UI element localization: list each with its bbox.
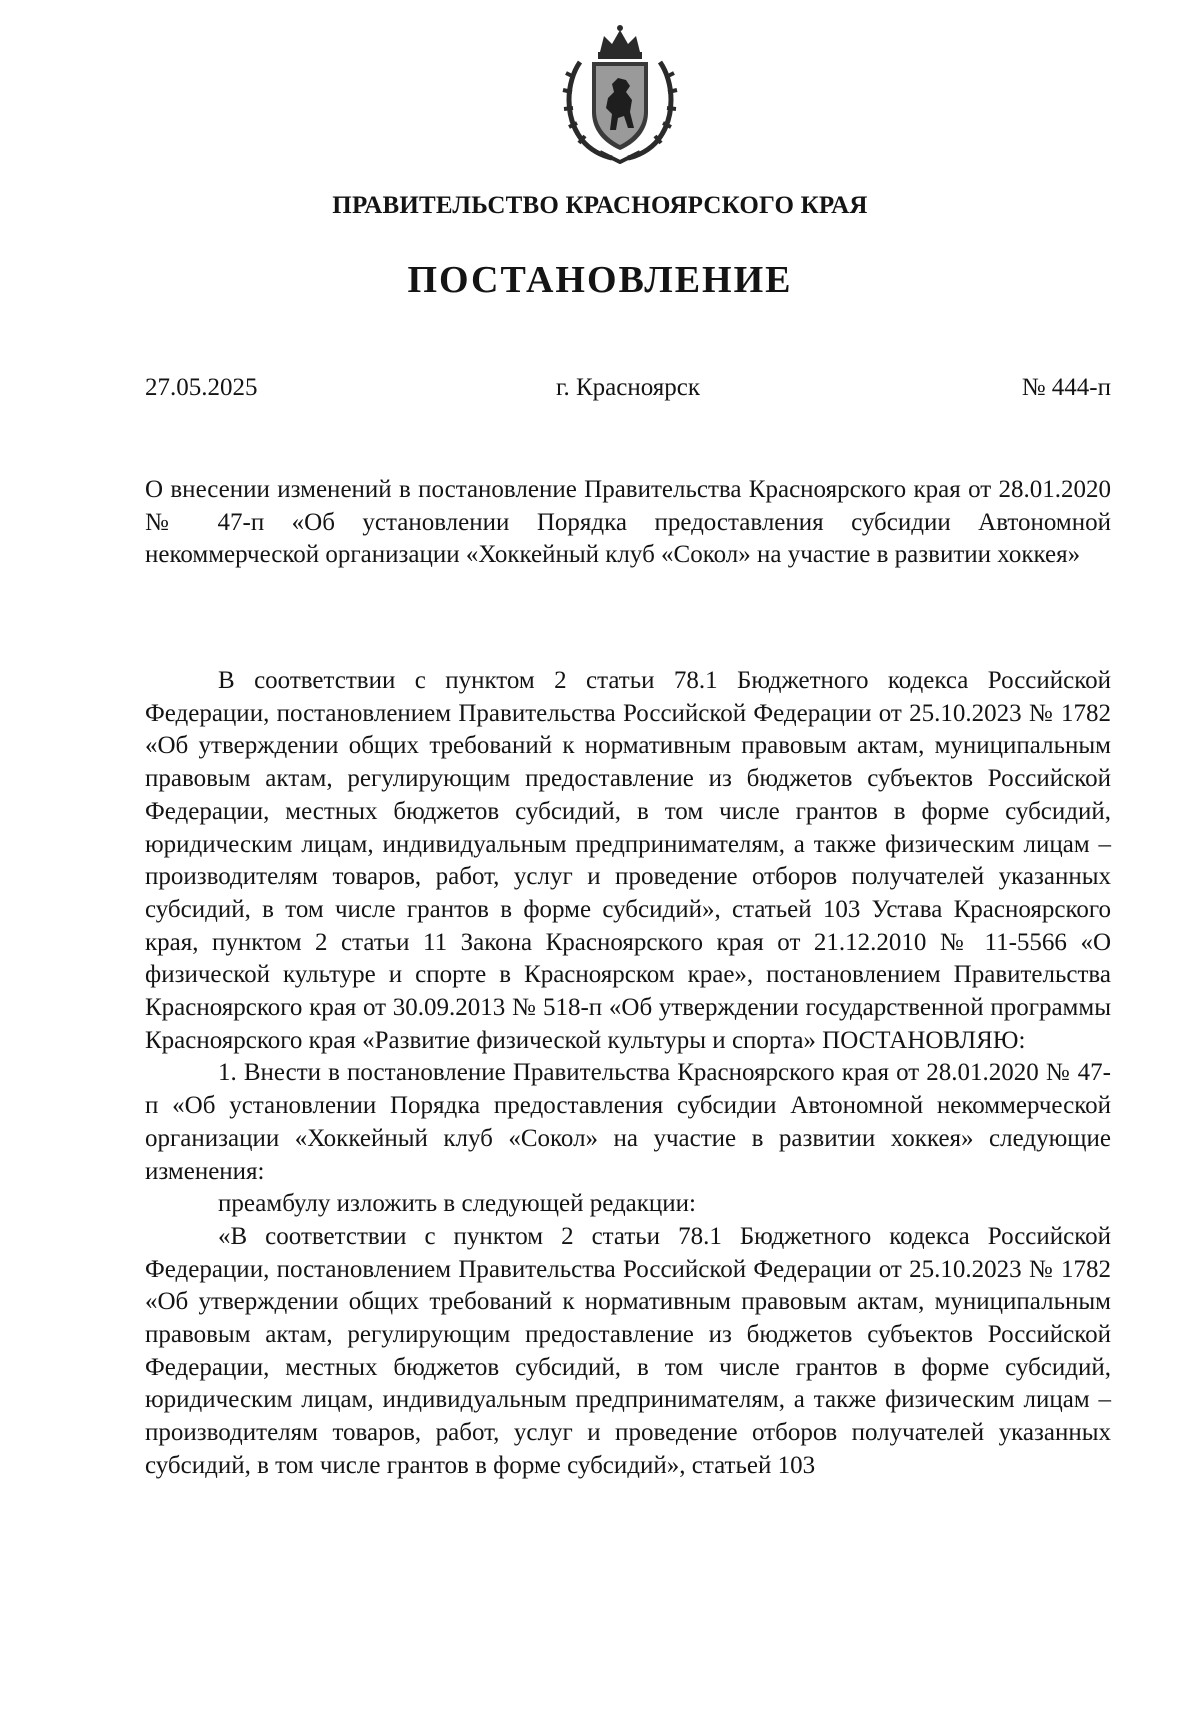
coat-of-arms-icon: [560, 22, 680, 164]
document-type-heading: ПОСТАНОВЛЕНИЕ: [407, 259, 793, 301]
body-paragraph: преамбулу изложить в следующей редакции:: [218, 1190, 697, 1218]
organization-name: ПРАВИТЕЛЬСТВО КРАСНОЯРСКОГО КРАЯ: [332, 192, 868, 219]
document-body: [145, 665, 1111, 1483]
document-title: О внесении изменений в постановление Правительства Красноярского края от 28.01.2020 № 47-п «Об установлении Порядка предоставления субсидии Автономной некоммерческой организации «Хоккейный клуб «Сокол» на участие в развитии хоккея»: [145, 476, 1111, 568]
body-paragraph: 1. Внести в постановление Правительства Красноярского края от 28.01.2020 № 47-п «Об установлении Порядка предоставления субсидии Автономной некоммерческой организации «Хоккейный клуб «Сокол» на участие в развитии хоккея» следующие изменения:: [145, 1059, 1111, 1185]
document-meta-row: [145, 374, 1111, 408]
body-paragraph: В соответствии с пунктом 2 статьи 78.1 Бюджетного кодекса Российской Федерации, постановлением Правительства Российской Федерации от 25.10.2023 № 1782 «Об утверждении общих требований к нормативным правовым актам, муниципальным правовым актам, регулирующим предоставление из бюджетов субъектов Российской Федерации, местных бюджетов субсидий, в том числе грантов в форме субсидий, юридическим лицам, индивидуальным предпринимателям, а также физическим лицам – производителям товаров, работ, услуг и проведение отборов получателей указанных субсидий, в том числе грантов в форме субсидий», статьей 103 Устава Красноярского края, пунктом 2 статьи 11 Закона Красноярского края от 21.12.2010 № 11-5566 «О физической культуре и спорте в Красноярском крае», постановлением Правительства Красноярского края от 30.09.2013 № 518-п «Об утверждении государственной программы Красноярского края «Развитие физической культуры и спорта» ПОСТАНОВЛЯЮ:: [145, 667, 1111, 1054]
body-paragraph: «В соответствии с пунктом 2 статьи 78.1 Бюджетного кодекса Российской Федерации, постановлением Правительства Российской Федерации от 25.10.2023 № 1782 «Об утверждении общих требований к нормативным правовым актам, муниципальным правовым актам, регулирующим предоставление из бюджетов субъектов Российской Федерации, местных бюджетов субсидий, в том числе грантов в форме субсидий, юридическим лицам, индивидуальным предпринимателям, а также физическим лицам – производителям товаров, работ, услуг и проведение отборов получателей указанных субсидий, в том числе грантов в форме субсидий», статьей 103: [145, 1222, 1111, 1479]
document-place: г. Красноярск: [556, 374, 700, 401]
document-number: № 444-п: [1021, 374, 1111, 401]
document-date: 27.05.2025: [145, 374, 258, 401]
